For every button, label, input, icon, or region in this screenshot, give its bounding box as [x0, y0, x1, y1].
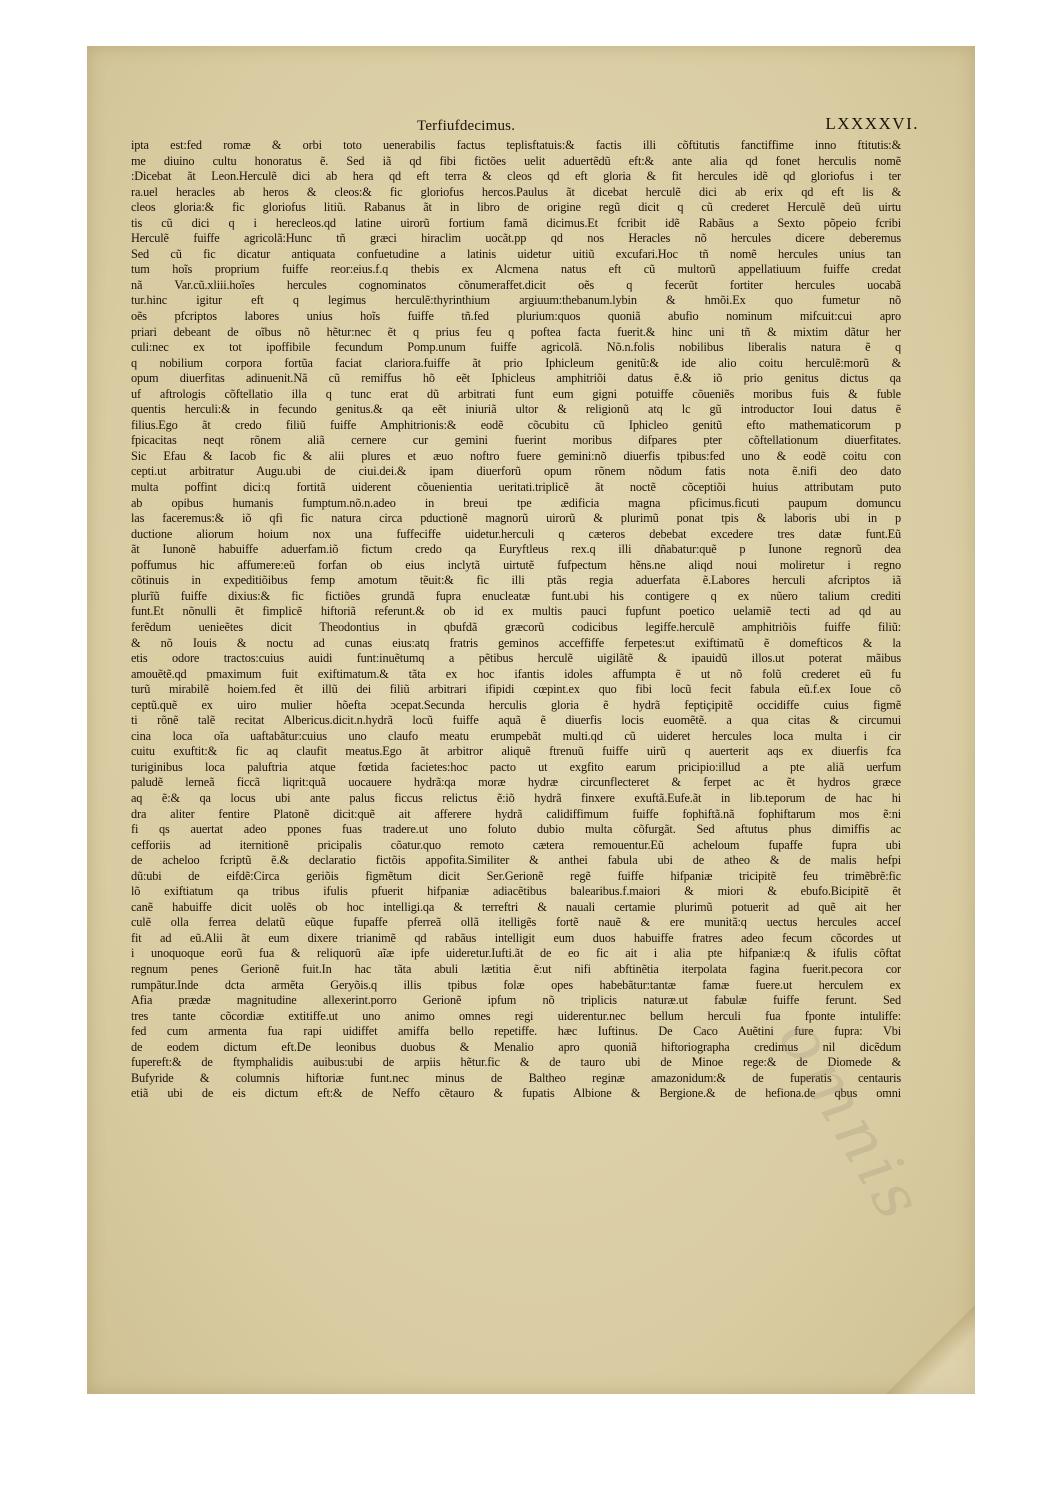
text-line: ferẽdum uenieẽtes dicit Theodontius in qbufdã græcorũ codicibus legiffe.herculẽ amphitriõis fuiffe filiũ:	[131, 619, 901, 634]
text-line: funt.Et nõnulli ẽt fimplicẽ hiftoriã referunt.& ob id ex multis pauci fupfunt poetico uelamiẽ tecti ad qd au	[131, 604, 901, 619]
text-line: me diuino cultu honoratus ẽ. Sed iã qd fibi fictões uelit aduertẽdũ eft:& ante alia qd fonet herculis nomẽ	[131, 153, 901, 168]
text-line: ti rõnẽ talẽ recitat Albericus.dicit.n.hydrã locũ fuiffe aquã ẽ diuerfis locis euomẽtẽ. a qua citas & circumui	[131, 713, 901, 728]
text-line: ab opibus humanis fumptum.nõ.n.adeo in breui tpe ædificia magna pficimus.ficuti paupum domuncu	[131, 495, 901, 510]
text-line: fupereft:& de ftymphalidis auibus:ubi de arpiis hẽtur.fic & de tauro ubi de Minoe rege:& de Diomede &	[131, 1055, 901, 1070]
text-line: cepti.ut arbitratur Augu.ubi de ciui.dei.& ipam diuerforũ opum rõnem nõdum fatis nota ẽ.nifi deo dato	[131, 464, 901, 479]
text-line: cina loca oĩa uaftabãtur:cuius uno claufo meatu erumpebãt multi.qd cũ uideret hercules loca multa i cir	[131, 728, 901, 743]
text-line: de acheloo fcriptũ ẽ.& declaratio fictõis appofita.Similiter & anthei fabula ubi de atheo & de malis hefpi	[131, 853, 901, 868]
text-line: fit ad eũ.Alii ãt eum dixere trianimẽ qd rabãus intelligit eum duos habuiffe fratres adeo fecum cõcordes ut	[131, 930, 901, 945]
text-line: Afia prædæ magnitudine allexerint.porro Gerionẽ ipfum nõ triplicis naturæ.ut fabulæ fuiffe ferunt. Sed	[131, 993, 901, 1008]
text-line: fed cum armenta fua rapi uidiffet amiffa bello repetiffe. hæc Iuftinus. De Caco Auẽtini fure fupra: Vbi	[131, 1024, 901, 1039]
text-line: dra aliter fentire Platonẽ dicit:quẽ ait afferere hydrã calidiffimum fuiffe fophiftã.nã fophiftarum mos ẽ:ni	[131, 806, 901, 821]
text-line: ipta est:fed romæ & orbi toto uenerabilis factus teplisftatuis:& factis illi cõftitutis fanctiffime inno ftitutis:&	[131, 138, 901, 152]
text-line: cuitu exuftit:& fic aq claufit meatus.Ego ãt arbitror aliquẽ ftrenuũ fuiffe uirũ q auerterit aqs ex diuerfis fca	[131, 744, 901, 759]
text-line: ra.uel heracles ab heros & cleos:& fic gloriofus hercos.Paulus ãt dicebat herculẽ dici ab erix qd eft lis &	[131, 184, 901, 199]
text-line: culi:nec ex tot ipoffibile fecundum Pomp.unum fuiffe agricolã. Nõ.n.folis nobilibus liberalis natura ẽ q	[131, 340, 901, 355]
text-line: Sed cũ fic dicatur antiquata confuetudine a latinis uidetur uitiũ excufari.Hoc tñ nomẽ hercules unius tan	[131, 246, 901, 261]
text-line: tur.hinc igitur eft q legimus herculẽ:thyrinthium argiuum:thebanum.lybin & hmõi.Ex quo fumetur nõ	[131, 293, 901, 308]
text-line: ãt Iunonẽ habuiffe aduerfam.iõ fictum credo qa Euryftleus rex.q illi dñabatur:quẽ p Iunone regnorũ dea	[131, 542, 901, 557]
text-line: paludẽ lerneã ficcã liqrit:quã uocauere hydrã:qa moræ hydræ circunflecteret & ferpet ac ẽt hydros græce	[131, 775, 901, 790]
text-line: filius.Ego ãt credo filiũ fuiffe Amphitrionis:& eodẽ cõcubitu cũ Iphicleo genitũ efto mathematicorum p	[131, 417, 901, 432]
text-line: de eodem dictum eft.De leonibus duobus & Menalio apro quoniã hiftoriographa credimus nil dicẽdum	[131, 1039, 901, 1054]
text-line: oẽs pfcriptos labores unius hoĩs fuiffe tñ.fed plurium:quos quoniã abufio nominum mifcuit:cui apro	[131, 309, 901, 324]
running-title: Terfiufdecimus.	[417, 118, 516, 134]
text-line: regnum penes Gerionẽ fuit.In hac tãta abuli lætitia ẽ:ut nifi abftinẽtia iterpolata fagina fuerit.pecora cor	[131, 961, 901, 976]
text-line: fi qs auertat adeo ppones fuas tradere.ut uno foluto dubio multa cõfurgãt. Sed aftutus phus dimiffis ac	[131, 822, 901, 837]
text-line: las faceremus:& iõ qfi fic natura circa pductionẽ magnorũ uirorũ & plurimũ ponat tpis & laboris ubi in p	[131, 511, 901, 526]
text-line: i unoquoque eorũ fua & reliquorũ aĩæ ipfe uideretur.Iufti.ãt de eo fic ait i alia pte hifpaniæ:q & ifulis cõftat	[131, 946, 901, 961]
text-line: canẽ habuiffe dicit uolẽs ob hoc intelligi.qa & terreftri & nauali certamie plurimũ potuerit ad quẽ ait her	[131, 899, 901, 914]
text-line: tum hoĩs proprium fuiffe reor:eius.f.q thebis ex Alcmena natus eft cũ multorũ appellatiuum fuiffe credat	[131, 262, 901, 277]
text-line: ceptũ.quẽ ex uiro mulier hõefta ɔcepat.Secunda herculis gloria ẽ hydrã feptiçipitẽ occidiffe cuius figmẽ	[131, 697, 901, 712]
text-line: etis odore tractos:cuius auidi funt:inuẽtumq a pẽtibus herculẽ uigilãtẽ & ipauidũ illos.ut poterat mãibus	[131, 651, 901, 666]
text-line: aq ẽ:& qa locus ubi ante palus ficcus relictus ẽ:iõ hydrã finxere exuftã.Eufe.ãt in lib.teporum de hac hi	[131, 790, 901, 805]
text-line: :Dicebat ãt Leon.Herculẽ dici ab hera qd eft terra & cleos qd eft gloria & fit hercules idẽ qd gloriofus i ter	[131, 169, 901, 184]
text-line: rumpãtur.Inde dcta armẽta Geryõis.q illis tpibus folæ opes habebãtur:tantæ famæ fuere.ut herculem ex	[131, 977, 901, 992]
text-line: turiginibus loca paluftria atque fœtida facietes:hoc pacto ut exgfito earum pricipio:illud a pte aliã uerfum	[131, 759, 901, 774]
text-line: priari debeant de oĩbus nõ hẽtur:nec ẽt q prius feu q poftea facta fuerit.& hinc uni tñ & mixtim dãtur her	[131, 324, 901, 339]
text-line: uf aftrologis cõftellatio illa q tunc erat dũ arbitrati funt eum gigni potuiffe cõueniẽs moribus fuis & fuble	[131, 386, 901, 401]
text-line: tis cũ dici q i herecleos.qd latine uirorũ fortium famã dicimus.Et fcribit idẽ Rabãus a Sexto põpeio fcribi	[131, 215, 901, 230]
text-line: ductione aliorum hoium nox una fuffeciffe uidetur.herculi q cæteros debebat excedere tres datæ funt.Eũ	[131, 526, 901, 541]
text-line: plurĩũ fuiffe dixius:& fic fictiões grundã fupra enucleatæ funt.ubi his contigere q ex nũero talium crediti	[131, 588, 901, 603]
text-block	[131, 138, 901, 1102]
text-line: Sic Efau & Iacob fic & alii plures et æuo noftro fuere gemini:nõ diuerfis tpibus:fed uno & eodẽ coitu con	[131, 448, 901, 463]
text-line: amouẽtẽ.qd pmaximum fuit exiftimatum.& tãta ex hoc ifantis idoles affumpta ẽ ut nõ folũ crederet eũ fu	[131, 666, 901, 681]
watermark: omnis	[762, 1006, 939, 1237]
text-line: multa poffint dici:q fortitã uiderent cõuenientia ueritati.triplicẽ ãt noctẽ cõceptiõi huius attributam puto	[131, 480, 901, 495]
text-line: poffumus hic affumere:eũ forfan ob eius inclytã uirtutẽ fufpectum hẽns.ne aliqd noui moliretur i regno	[131, 557, 901, 572]
text-line: q nobilium corpora fortũa faciat clariora.fuiffe ãt prio Iphicleum genitũ:& ide alio coitu herculẽ:morũ &	[131, 355, 901, 370]
text-line: nã Var.cũ.xliii.hoĩes hercules cognominatos cõnumeraffet.dicit oẽs q fecerũt fortiter hercules uocabã	[131, 277, 901, 292]
text-line: culẽ olla ferrea delatũ eũque fupaffe pferreã ollã itelligẽs fortẽ nauẽ & ere munitã:q uectus hercules acceſ	[131, 915, 901, 930]
text-line: dũ:ubi de eifdẽ:Circa geriõis figmẽtum dicit Ser.Gerionẽ regẽ fuiffe hifpaniæ tricipitẽ feu trimẽbrẽ:fic	[131, 868, 901, 883]
text-line: turũ mirabilẽ hoiem.fed ẽt illũ dei filiũ arbitrari ifipidi cœpint.ex quo fibi locũ fecit fabula eũ.f.ex Ioue cõ	[131, 682, 901, 697]
corner-fold	[885, 1284, 975, 1394]
text-line: Bufyride & columnis hiftoriæ funt.nec minus de Baltheo reginæ amazonidum:& de fuperatis centauris	[131, 1070, 901, 1085]
text-line: quentis herculi:& in fecundo genitus.& qa eẽt iniuriã ultor & religionũ atq lc gũ introductor Ioui datus ẽ	[131, 402, 901, 417]
text-line: Herculẽ fuiffe agricolã:Hunc tñ græci hiraclim uocãt.pp qd nos Heracles nõ hercules dicere deberemus	[131, 231, 901, 246]
book-page	[87, 46, 975, 1394]
text-line: cõtinuis in expeditiõibus femp amotum tẽuit:& fic illi ptãs regia aduerfata ẽ.Labores herculi afcriptos iã	[131, 573, 901, 588]
text-line: & nõ Iouis & noctu ad cunas eius:atq fratris geminos acceffiffe ferpetes:ut exiftimatũ ẽ domefticos & la	[131, 635, 901, 650]
text-line: etiã ubi de eis dictum eft:& de Neffo cẽtauro & fupatis Albione & Bergione.& de hefiona.de qbus omni	[131, 1086, 901, 1101]
text-line: fpicacitas neqt rõnem aliã cernere cur gemini fuerint moribus difpares pter cõftellationum diuerfitates.	[131, 433, 901, 448]
folio-number: LXXXXVI.	[825, 114, 919, 133]
text-line: cefforiis ad iternitionẽ pricipalis cõatur.quo remoto cætera remouentur.Eũ acheloum fupaffe fupra ubi	[131, 837, 901, 852]
text-line: opum diuerfitas adinuenit.Nã cũ remiffus hõ eẽt Iphicleus amphitriõi datus ẽ.& iõ prio genitus dictus qa	[131, 371, 901, 386]
text-line: tres tante cõcordiæ extitiffe.ut uno animo omnes regi uiderentur.nec bellum herculi fua fponte intuliffe:	[131, 1008, 901, 1023]
text-line: lõ exiftiatum qa tribus ifulis pfuerit hifpaniæ adiacẽtibus balearibus.f.maiori & miori & ebufo.Bicipitẽ ẽt	[131, 884, 901, 899]
text-line: cleos gloria:& fic gloriofus litiũ. Rabanus ãt in libro de origine regũ dicit q cũ crederet Herculẽ deũ uirtu	[131, 200, 901, 215]
